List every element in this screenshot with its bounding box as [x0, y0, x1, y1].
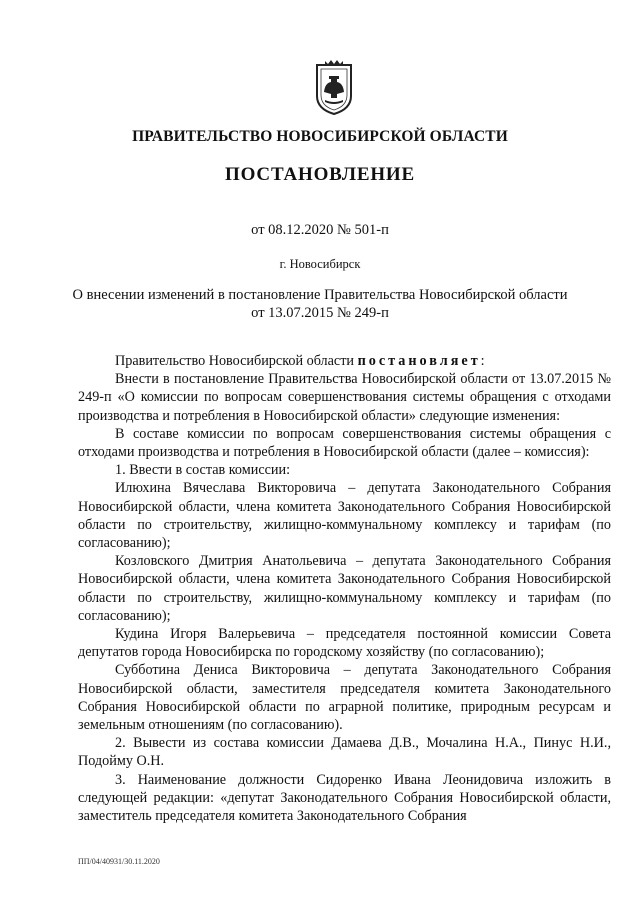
intro-colon: :	[480, 353, 485, 369]
subject-line-2: от 13.07.2015 № 249-п	[251, 305, 389, 321]
intro-paragraph	[78, 352, 611, 370]
document-footer-code: ПП/04/40931/30.11.2020	[78, 857, 160, 866]
paragraph-item-3: 3. Наименование должности Сидоренко Ивана Леонидовича изложить в следующей редакции: «депутат Законодательного Собрания Новосибирской области, заместитель председателя комитета Законодательного Собрания	[78, 771, 611, 825]
paragraph-member-kozlovsky: Козловского Дмитрия Анатольевича – депутата Законодательного Собрания Новосибирской области, члена комитета Законодательного Собрания Новосибирской области по строительству, жилищно-коммунальному комплексу и тарифам (по согласованию);	[78, 553, 611, 624]
document-number: от 08.12.2020 № 501-п	[251, 222, 389, 238]
paragraph-member-subbotin: Субботина Дениса Викторовича – депутата Законодательного Собрания Новосибирской области, заместителя председателя комитета Законодательного Собрания Новосибирской области по аграрной политике, природным ресурсам и земельным отношениям (по согласованию).	[78, 662, 611, 734]
intro-text: Правительство Новосибирской области	[115, 353, 358, 369]
paragraph-amend: Внести в постановление Правительства Новосибирской области от 13.07.2015 № 249-п «О комиссии по вопросам совершенствования системы обращения с отходами производства и потребления в Новосибирской области» следующие изменения:	[78, 371, 611, 424]
document-subject	[70, 286, 570, 322]
paragraph-commission: В составе комиссии по вопросам совершенствования системы обращения с отходами производства и потребления в Новосибирской области (далее – комиссия):	[78, 425, 611, 461]
document-type-title: ПОСТАНОВЛЕНИЕ	[225, 164, 415, 185]
document-body	[78, 352, 611, 825]
paragraph-item-2: 2. Вывести из состава комиссии Дамаева Д.В., Мочалина Н.А., Пинус Н.И., Подойму О.Н.	[78, 735, 611, 770]
resolution-verb: постановляет	[357, 353, 481, 369]
subject-line-1: О внесении изменений в постановление Правительства Новосибирской области	[72, 287, 568, 303]
government-name: ПРАВИТЕЛЬСТВО НОВОСИБИРСКОЙ ОБЛАСТИ	[132, 128, 508, 145]
paragraph-item-1: 1. Ввести в состав комиссии:	[115, 462, 291, 479]
coat-of-arms-icon	[314, 58, 354, 116]
paragraph-member-ilyukhin: Илюхина Вячеслава Викторовича – депутата Законодательного Собрания Новосибирской области, члена комитета Законодательного Собрания Новосибирской области по строительству, жилищно-коммунальному комплексу и тарифам (по согласованию);	[78, 480, 611, 552]
paragraph-member-kudin: Кудина Игоря Валерьевича – председателя постоянной комиссии Совета депутатов города Новосибирска по городскому хозяйству (по согласованию);	[78, 626, 611, 661]
issuing-city: г. Новосибирск	[279, 257, 361, 271]
